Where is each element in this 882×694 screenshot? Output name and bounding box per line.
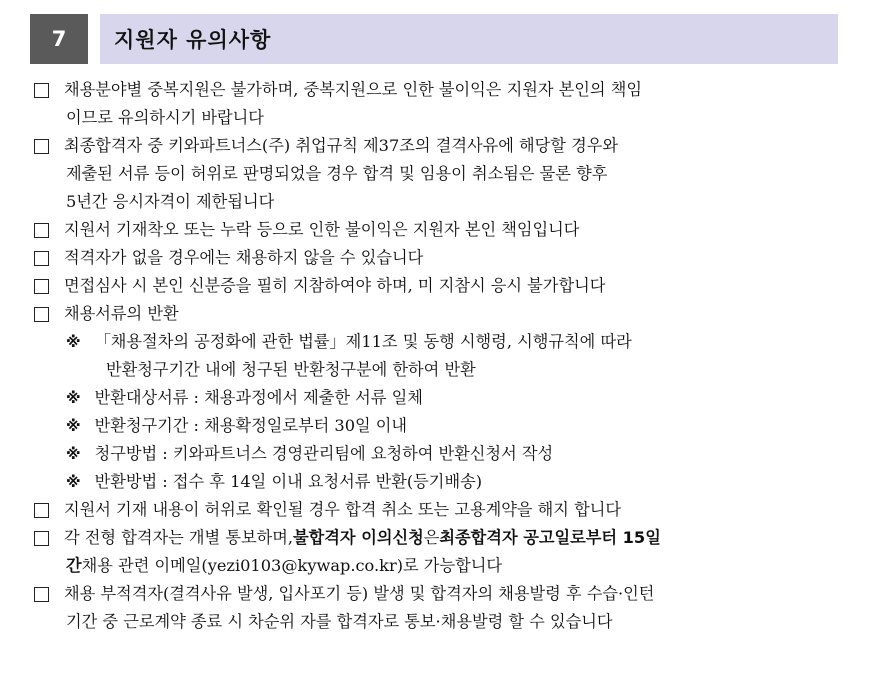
reference-mark-icon: ※ xyxy=(66,473,81,491)
note-text: 청구방법 : 키와파트너스 경영관리팀에 요청하여 반환신청서 작성 xyxy=(94,444,554,463)
checkbox-icon xyxy=(34,531,49,546)
list-item xyxy=(34,580,854,608)
list-item-continuation xyxy=(34,608,854,636)
list-item xyxy=(34,132,854,160)
checkbox-icon xyxy=(34,139,49,154)
checkbox-icon xyxy=(34,307,49,322)
note-text: 반환대상서류 : 채용과정에서 제출한 서류 일체 xyxy=(94,388,423,407)
item-text: 채용 부적격자(결격사유 발생, 입사포기 등) 발생 및 합격자의 채용발령 후 수습·인턴 xyxy=(64,584,655,603)
period-highlight-end: 간 xyxy=(66,556,82,575)
list-item-continuation xyxy=(34,104,854,132)
section-title: 지원자 유의사항 xyxy=(114,28,272,52)
notice-list xyxy=(34,76,854,636)
item-text: 채용서류의 반환 xyxy=(64,304,179,323)
note-text: 「채용절차의 공정화에 관한 법률」제11조 및 동행 시행령, 시행규칙에 따라 xyxy=(94,332,632,351)
note-item xyxy=(34,440,854,468)
item-text: 최종합격자 중 키와파트너스(주) 취업규칙 제37조의 결격사유에 해당할 경우와 xyxy=(64,136,618,155)
checkbox-icon xyxy=(34,587,49,602)
list-item xyxy=(34,300,854,328)
reference-mark-icon: ※ xyxy=(66,389,81,407)
note-text: 반환청구기간 : 채용확정일로부터 30일 이내 xyxy=(94,416,408,435)
list-item xyxy=(34,496,854,524)
note-item xyxy=(34,328,854,356)
checkbox-icon xyxy=(34,503,49,518)
item-text: 5년간 응시자격이 제한됩니다 xyxy=(66,192,275,211)
item-text: 기간 중 근로계약 종료 시 차순위 자를 합격자로 통보·채용발령 할 수 있습니다 xyxy=(66,612,613,631)
reference-mark-icon: ※ xyxy=(66,445,81,463)
list-item-continuation xyxy=(34,188,854,216)
section-number: 7 xyxy=(30,14,88,64)
list-item-continuation xyxy=(34,552,854,580)
item-text: 채용 관련 이메일(yezi0103@kywap.co.kr)로 가능합니다 xyxy=(81,556,502,575)
item-text: 지원서 기재 내용이 허위로 확인될 경우 합격 취소 또는 고용계약을 해지 합니다 xyxy=(64,500,621,519)
note-item xyxy=(34,468,854,496)
item-text: 채용분야별 중복지원은 불가하며, 중복지원으로 인한 불이익은 지원자 본인의 책임 xyxy=(64,80,642,99)
reference-mark-icon: ※ xyxy=(66,333,81,351)
list-item xyxy=(34,76,854,104)
checkbox-icon xyxy=(34,83,49,98)
note-item xyxy=(34,412,854,440)
list-item xyxy=(34,244,854,272)
item-text: 각 전형 합격자는 개별 통보하며, xyxy=(64,528,294,547)
note-text: 반환청구기간 내에 청구된 반환청구분에 한하여 반환 xyxy=(106,360,476,379)
note-item xyxy=(34,384,854,412)
checkbox-icon xyxy=(34,223,49,238)
note-item-continuation xyxy=(34,356,854,384)
item-text: 적격자가 없을 경우에는 채용하지 않을 수 있습니다 xyxy=(64,248,424,267)
section-title-bar xyxy=(100,14,838,64)
list-item xyxy=(34,216,854,244)
list-item xyxy=(34,272,854,300)
item-text: 이므로 유의하시기 바랍니다 xyxy=(66,108,264,127)
list-item-continuation xyxy=(34,160,854,188)
list-item xyxy=(34,524,854,552)
note-text: 반환방법 : 접수 후 14일 이내 요청서류 반환(등기배송) xyxy=(94,472,483,491)
objection-highlight: 불합격자 이의신청 xyxy=(293,528,424,547)
checkbox-icon xyxy=(34,251,49,266)
section-header xyxy=(30,14,838,64)
item-text: 은 xyxy=(423,528,440,547)
period-highlight: 최종합격자 공고일로부터 15일 xyxy=(439,528,661,547)
reference-mark-icon: ※ xyxy=(66,417,81,435)
item-text: 지원서 기재착오 또는 누락 등으로 인한 불이익은 지원자 본인 책임입니다 xyxy=(64,220,580,239)
checkbox-icon xyxy=(34,279,49,294)
item-text: 면접심사 시 본인 신분증을 필히 지참하여야 하며, 미 지참시 응시 불가합니다 xyxy=(64,276,606,295)
item-text: 제출된 서류 등이 허위로 판명되었을 경우 합격 및 임용이 취소됨은 물론 향후 xyxy=(66,164,608,183)
